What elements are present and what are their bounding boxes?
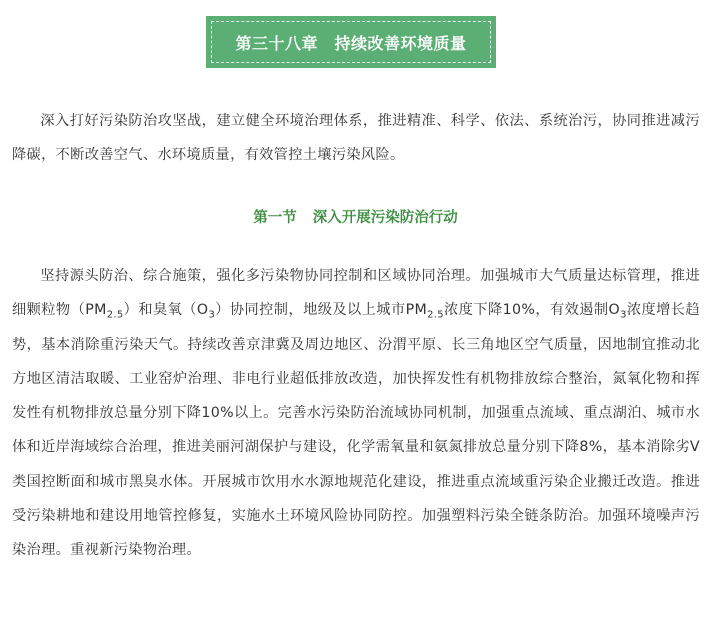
pm-subscript-1: 2.5: [106, 309, 124, 321]
body-text-4: 浓度下降10%，有效遏制O: [443, 302, 621, 319]
o3-subscript-2: 3: [620, 309, 627, 321]
body-text-1: 坚持源头防治、综合施策，强化多污染物协同控制和区域协同治理。加强城市大气质量达标管理，推进细颗粒物（PM: [12, 268, 700, 319]
o3-subscript-1: 3: [208, 309, 216, 321]
section-heading: [0, 204, 711, 232]
body-text-5: 浓度增长趋势，基本消除重污染天气。持续改善京津冀及周边地区、汾渭平原、长三角地区空气质量，因地制宜推动北方地区清洁取暖、工业窑炉治理、非电行业超低排放改造，加快挥发性有机物排放综合整治，氮氧化物和挥发性有机物排放总量分别下降10%以上。完善水污染防治流域协同机制，加强重点流域、重点湖泊、城市水体和近岸海域综合治理，推进美丽河湖保护与建设，化学需氧量和氨氮排放总量分别下降8%，基本消除劣Ⅴ类国控断面和城市黑臭水体。开展城市饮用水水源地规范化建设，推进重点流域重污染企业搬迁改造。推进受污染耕地和建设用地管控修复，实施水土环境风险协同防控。加强塑料污染全链条防治。加强环境噪声污染治理。重视新污染物治理。: [12, 302, 700, 559]
section-number: 第一节: [253, 210, 297, 226]
body-text-3: ）协同控制，地级及以上城市PM: [215, 302, 428, 319]
chapter-title: 第三十八章 持续改善环境质量: [235, 33, 467, 53]
chapter-banner: [206, 16, 496, 68]
section-title: 深入开展污染防治行动: [312, 210, 458, 226]
chapter-banner-frame: [211, 21, 491, 63]
body-paragraph: [12, 259, 700, 568]
intro-paragraph: 深入打好污染防治攻坚战，建立健全环境治理体系，推进精准、科学、依法、系统治污，协同推进减污降碳，不断改善空气、水环境质量，有效管控土壤污染风险。: [12, 113, 700, 164]
body-text-2: ）和臭氧（O: [123, 302, 209, 319]
pm-subscript-2: 2.5: [427, 309, 444, 321]
